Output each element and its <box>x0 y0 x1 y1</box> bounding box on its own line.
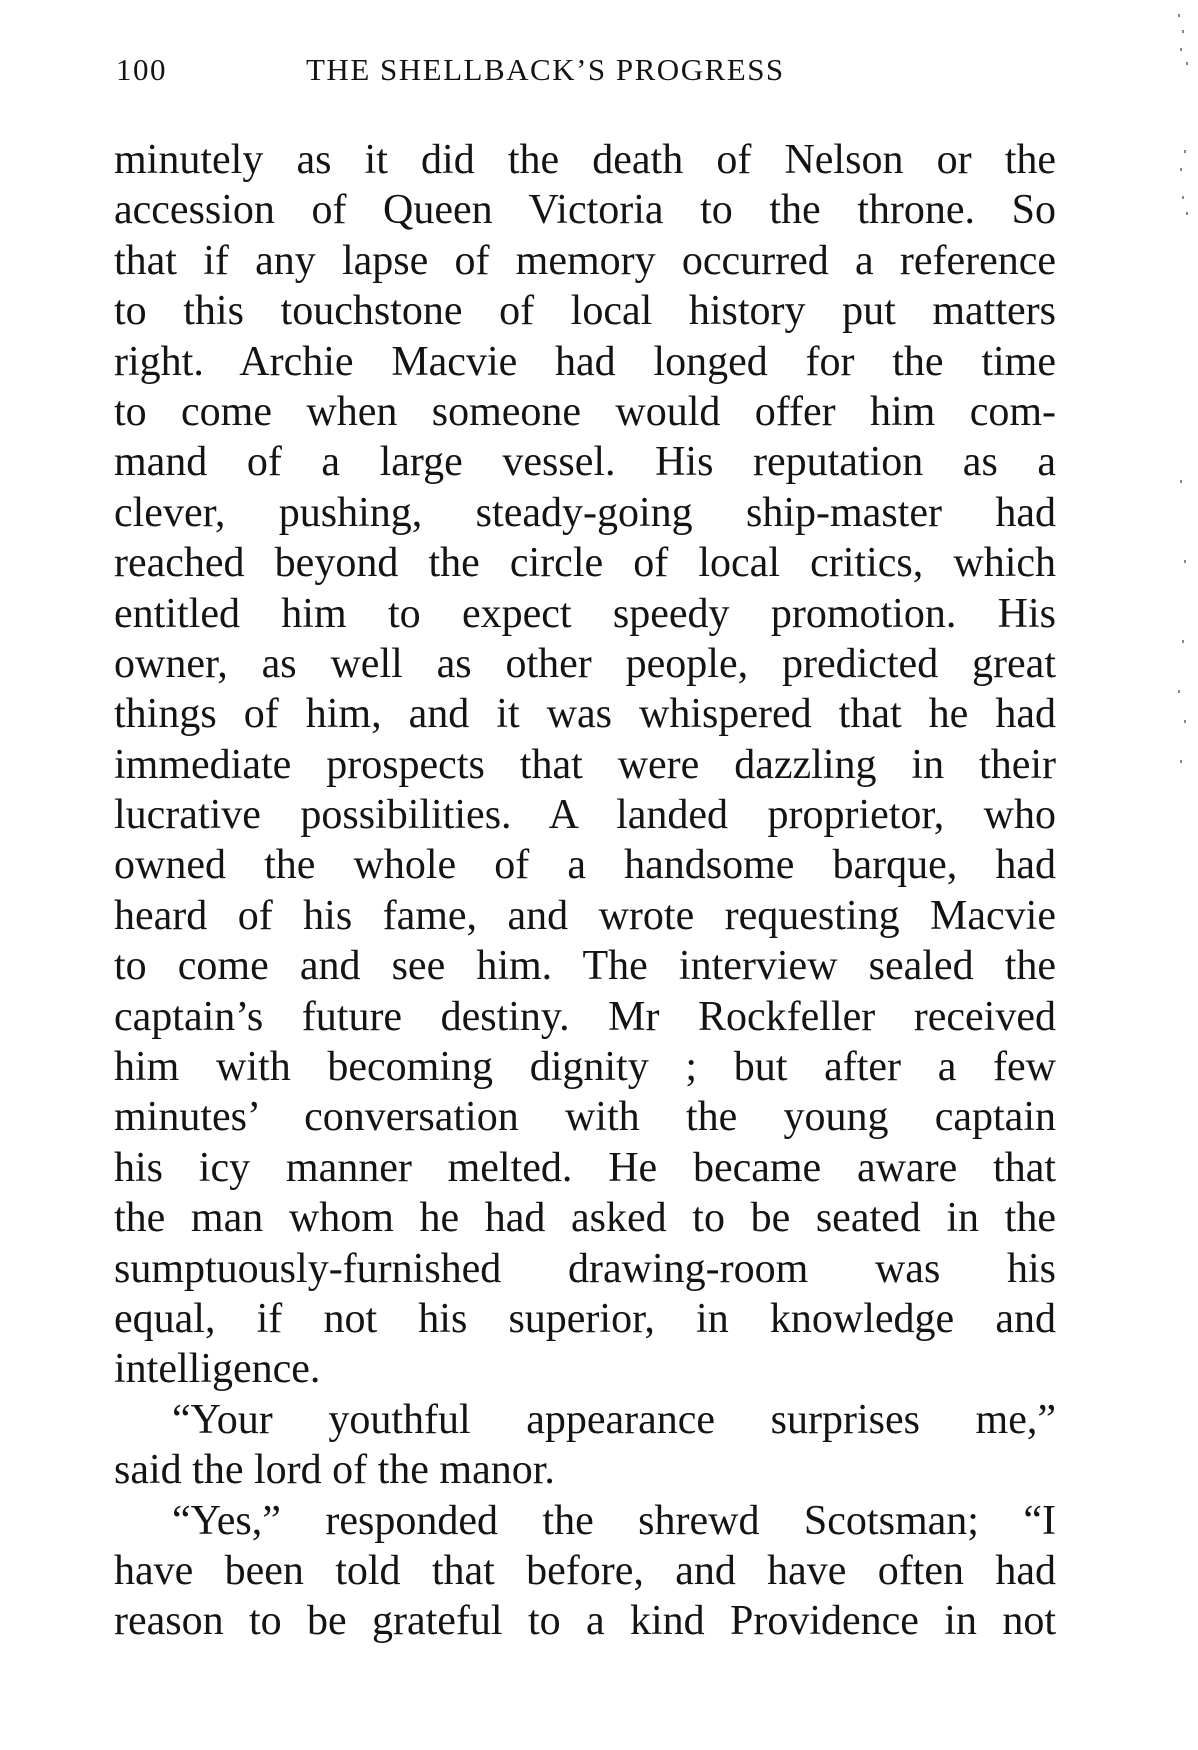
text-line: things of him, and it was whispered that he had <box>114 691 1056 738</box>
text-line: lucrative possibilities. A landed proprietor, who <box>114 792 1056 839</box>
text-line: reached beyond the circle of local critics, which <box>114 540 1056 587</box>
speckle <box>1184 560 1186 563</box>
speckle <box>1184 150 1186 153</box>
text-line: immediate prospects that were dazzling in their <box>114 741 1056 788</box>
body-text <box>114 135 1056 1647</box>
speckle <box>1178 690 1180 693</box>
text-line: the man whom he had asked to be seated in the <box>114 1195 1056 1242</box>
speckle <box>1186 212 1188 215</box>
speckle <box>1180 760 1182 763</box>
text-line: that if any lapse of memory occurred a reference <box>114 237 1056 284</box>
text-line: heard of his fame, and wrote requesting Macvie <box>114 892 1056 939</box>
text-line: minutes’ conversation with the young captain <box>114 1094 1056 1141</box>
page-edge-speckles <box>1168 0 1198 1750</box>
paragraph-end-line: said the lord of the manor. <box>114 1447 555 1494</box>
text-line: sumptuously-furnished drawing-room was his <box>114 1245 1056 1292</box>
speckle <box>1184 720 1186 723</box>
text-line: his icy manner melted. He became aware that <box>114 1144 1056 1191</box>
text-line: reason to be grateful to a kind Providence in not <box>114 1598 1056 1645</box>
text-line: entitled him to expect speedy promotion. His <box>114 590 1056 637</box>
page-header <box>116 52 1056 92</box>
text-line: accession of Queen Victoria to the throne. So <box>114 187 1056 234</box>
page-number: 100 <box>116 52 167 87</box>
speckle <box>1180 480 1182 483</box>
text-line: him with becoming dignity ; but after a few <box>114 1044 1056 1091</box>
text-line: minutely as it did the death of Nelson or the <box>114 137 1056 183</box>
text-line: to come when someone would offer him com- <box>114 388 1056 435</box>
text-line: owner, as well as other people, predicted great <box>114 640 1056 687</box>
speckle <box>1182 30 1184 33</box>
text-line: “Your youthful appearance surprises me,” <box>172 1396 1056 1443</box>
speckle <box>1178 14 1180 17</box>
text-line: right. Archie Macvie had longed for the time <box>114 338 1056 385</box>
speckle <box>1180 168 1182 171</box>
text-line: captain’s future destiny. Mr Rockfeller received <box>114 993 1056 1040</box>
speckle <box>1180 48 1182 51</box>
running-title: THE SHELLBACK’S PROGRESS <box>306 52 785 87</box>
speckle <box>1182 196 1184 199</box>
text-line: mand of a large vessel. His reputation as a <box>114 439 1056 486</box>
text-line: to come and see him. The interview sealed the <box>114 943 1056 990</box>
text-line: equal, if not his superior, in knowledge and <box>114 1295 1056 1342</box>
speckle <box>1186 62 1188 65</box>
text-line: owned the whole of a handsome barque, had <box>114 842 1056 889</box>
text-line: “Yes,” responded the shrewd Scotsman; “I <box>172 1497 1056 1544</box>
paragraph-end-line: intelligence. <box>114 1346 321 1393</box>
speckle <box>1182 640 1184 643</box>
text-line: to this touchstone of local history put matters <box>114 288 1056 335</box>
text-line: clever, pushing, steady-going ship-master had <box>114 489 1056 536</box>
text-line: have been told that before, and have often had <box>114 1547 1056 1594</box>
